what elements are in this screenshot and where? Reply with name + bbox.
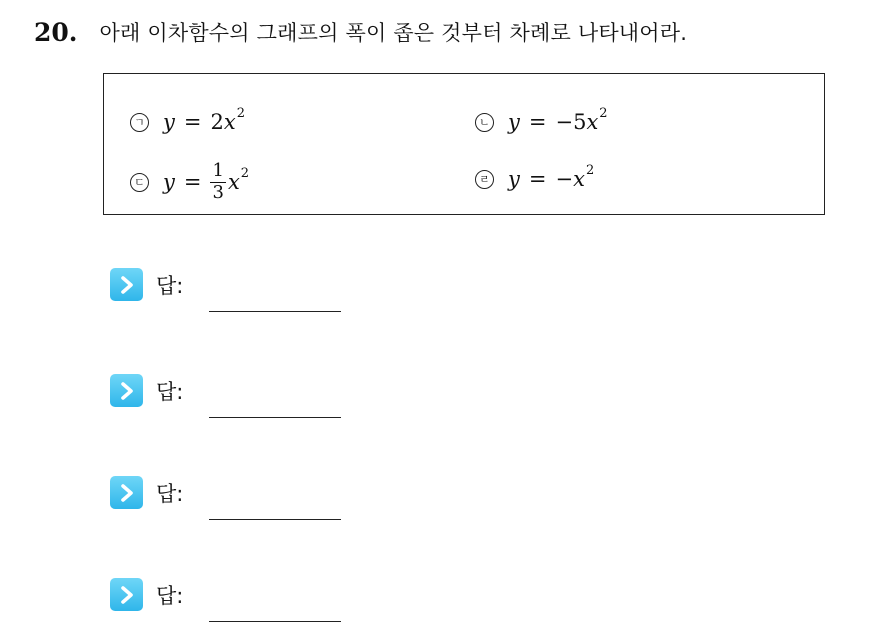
question-text: 아래 이차함수의 그래프의 폭이 좁은 것부터 차례로 나타내어라.: [99, 21, 688, 45]
equation-lhs: y: [508, 110, 520, 134]
chevron-right-icon: [110, 578, 143, 611]
exponent: 2: [240, 165, 250, 181]
exponent: 2: [599, 105, 608, 121]
answer-row-4: [110, 578, 341, 611]
equals-sign: =: [183, 170, 202, 195]
chevron-right-icon: [110, 476, 143, 509]
answer-label: 답:: [156, 379, 184, 404]
variable: x: [573, 167, 585, 191]
choice-c: [130, 162, 249, 203]
answer-row-1: [110, 268, 341, 301]
equation-lhs: y: [508, 167, 520, 191]
fraction-denominator: 3: [212, 181, 224, 203]
coefficient: 2: [210, 110, 224, 134]
choice-equation: [508, 105, 608, 134]
choice-b: [475, 105, 608, 134]
choice-marker: ㄷ: [130, 173, 149, 192]
choice-box: [103, 73, 825, 215]
equals-sign: =: [528, 110, 547, 134]
exponent: 2: [236, 105, 245, 121]
chevron-right-icon: [110, 268, 143, 301]
answer-label: 답:: [156, 273, 184, 298]
equals-sign: =: [528, 167, 547, 191]
choice-equation: [508, 162, 595, 191]
coefficient: −5: [555, 110, 587, 134]
choice-marker: ㄱ: [130, 113, 149, 132]
answer-blank[interactable]: [209, 591, 341, 622]
choice-equation: [163, 162, 249, 203]
variable: x: [586, 110, 599, 134]
choice-marker: ㄴ: [475, 113, 494, 132]
exponent: 2: [585, 162, 595, 178]
answer-blank[interactable]: [209, 281, 341, 312]
coefficient: −: [555, 167, 574, 191]
equation-lhs: y: [163, 110, 175, 134]
answer-row-3: [110, 476, 341, 509]
answer-label: 답:: [156, 583, 184, 608]
answer-label: 답:: [156, 481, 184, 506]
question-header: [34, 12, 687, 52]
choice-a: [130, 105, 245, 134]
variable: x: [223, 110, 236, 134]
choice-equation: [163, 105, 245, 134]
choice-marker: ㄹ: [475, 170, 494, 189]
variable: x: [227, 170, 240, 195]
fraction: [210, 162, 225, 203]
answer-row-2: [110, 374, 341, 407]
equation-lhs: y: [163, 170, 175, 195]
equals-sign: =: [183, 110, 202, 134]
question-number: 20.: [34, 17, 78, 47]
answer-blank[interactable]: [209, 387, 341, 418]
answer-blank[interactable]: [209, 489, 341, 520]
fraction-numerator: 1: [212, 160, 224, 181]
chevron-right-icon: [110, 374, 143, 407]
choice-d: [475, 162, 595, 191]
